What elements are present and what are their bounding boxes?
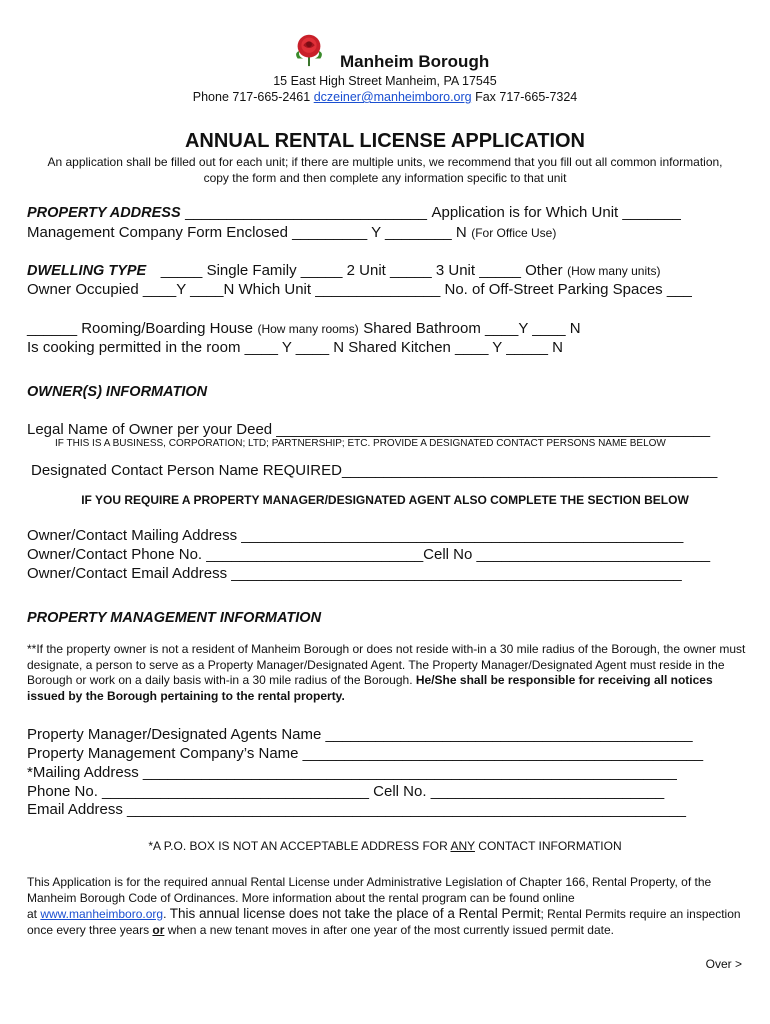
po-box-any: ANY xyxy=(450,839,475,853)
mgmt-company-field[interactable]: Management Company Form Enclosed _________ Y ________ N xyxy=(27,224,467,241)
rooming-field[interactable]: ______ Rooming/Boarding House xyxy=(27,320,253,337)
fax-text: Fax 717-665-7324 xyxy=(475,90,578,104)
owner-occupied-row[interactable]: Owner Occupied ____Y ____N Which Unit _______________ No. of Off-Street Parking Spaces ___ xyxy=(27,281,692,298)
footer-or: or xyxy=(152,922,165,937)
dwelling-type-row xyxy=(27,262,660,280)
over-label: Over > xyxy=(705,957,742,971)
shared-bathroom-field[interactable]: Shared Bathroom ____Y ____ N xyxy=(363,320,581,337)
owner-mailing-field[interactable]: Owner/Contact Mailing Address _____________________________________________________ xyxy=(27,527,684,544)
manager-note: IF YOU REQUIRE A PROPERTY MANAGER/DESIGNATED AGENT ALSO COMPLETE THE SECTION BELOW xyxy=(81,493,689,507)
legal-name-field[interactable]: Legal Name of Owner per your Deed ____________________________________________________ xyxy=(27,421,711,438)
property-address-row xyxy=(27,204,681,222)
property-address-label: PROPERTY ADDRESS xyxy=(27,205,181,221)
management-para-text: **If the property owner is not a resident of Manheim Borough or does not reside with-in a 30 mile radius of the Borough, the owner must designate, a person to serve as a Property Manager/Designated Agent. The Property Manager/Designated Agent must reside in the Borough or work on a daily basis with-in a 30 mile radius of the Borough. xyxy=(27,642,746,687)
footer-large-text: This annual license does not take the place of a Rental Permit xyxy=(169,906,541,921)
rose-logo-icon xyxy=(290,30,328,68)
form-title: ANNUAL RENTAL LICENSE APPLICATION xyxy=(184,130,585,152)
how-many-rooms-note: (How many rooms) xyxy=(257,322,359,336)
footer-end: when a new tenant moves in after one year of the most currently issued permit date. xyxy=(164,922,614,937)
owner-phone-field[interactable]: Owner/Contact Phone No. __________________________Cell No ____________________________ xyxy=(27,546,711,563)
email-link[interactable]: dczeiner@manheimboro.org xyxy=(313,90,472,104)
property-address-field[interactable]: _____________________________ xyxy=(185,204,428,221)
contact-person-field[interactable]: Designated Contact Person Name REQUIRED_____________________________________________ xyxy=(31,462,718,479)
footer-rest: ; Rental Permits require an inspection once every three years xyxy=(27,907,741,937)
intro-line-1: An application shall be filled out for each unit; if there are multiple units, we recommend that you fill out all common information, xyxy=(47,155,723,169)
owner-email-field[interactable]: Owner/Contact Email Address ______________________________________________________ xyxy=(27,565,682,582)
management-heading: PROPERTY MANAGEMENT INFORMATION xyxy=(27,610,322,626)
rooming-row xyxy=(27,320,581,338)
agent-name-field[interactable]: Property Manager/Designated Agents Name ____________________________________________ xyxy=(27,726,693,743)
footer-at: at xyxy=(27,907,41,921)
which-unit-field[interactable]: Application is for Which Unit _______ xyxy=(431,204,681,221)
management-paragraph xyxy=(27,642,747,704)
dwelling-type-options[interactable]: _____ Single Family _____ 2 Unit _____ 3 Unit _____ Other xyxy=(160,262,563,279)
mgmt-mailing-field[interactable]: *Mailing Address ________________________________________________________________ xyxy=(27,764,677,781)
company-name-field[interactable]: Property Management Company’s Name ________________________________________________ xyxy=(27,745,704,762)
business-note: IF THIS IS A BUSINESS, CORPORATION; LTD; PARTNERSHIP; ETC. PROVIDE A DESIGNATED CONTACT PERSONS NAME BELOW xyxy=(55,438,666,449)
website-link[interactable]: www.manheimboro.org xyxy=(40,907,164,921)
contact-line xyxy=(0,90,770,104)
footer-dot: . xyxy=(163,907,170,921)
po-box-text-pre: *A P.O. BOX IS NOT AN ACCEPTABLE ADDRESS FOR xyxy=(148,839,451,853)
owners-heading: OWNER(S) INFORMATION xyxy=(27,384,208,400)
management-para-bold: He/She shall be responsible for receiving all notices issued by the Borough pertaining to the rental property. xyxy=(27,673,713,703)
po-box-text-post: CONTACT INFORMATION xyxy=(474,839,622,853)
mgmt-email-field[interactable]: Email Address ___________________________________________________________________ xyxy=(27,801,686,818)
mgmt-phone-field[interactable]: Phone No. ________________________________ Cell No. ____________________________ xyxy=(27,783,665,800)
org-address: 15 East High Street Manheim, PA 17545 xyxy=(273,74,497,88)
dwelling-type-label: DWELLING TYPE xyxy=(27,263,147,279)
footer-paragraph xyxy=(27,875,747,938)
intro-line-2: copy the form and then complete any information specific to that unit xyxy=(203,171,567,185)
cooking-row[interactable]: Is cooking permitted in the room ____ Y ____ N Shared Kitchen ____ Y _____ N xyxy=(27,339,563,356)
how-many-units-note: (How many units) xyxy=(567,264,661,278)
phone-text: Phone 717-665-2461 xyxy=(192,90,311,104)
office-use-note: (For Office Use) xyxy=(471,226,557,240)
mgmt-company-row xyxy=(27,224,556,242)
org-name: Manheim Borough xyxy=(340,52,490,71)
po-box-note xyxy=(0,839,770,853)
footer-para-1: This Application is for the required annual Rental License under Administrative Legislation of Chapter 166, Rental Property, of the Manheim Borough Code of Ordinances. More information about the rental program can be found online xyxy=(27,875,712,905)
